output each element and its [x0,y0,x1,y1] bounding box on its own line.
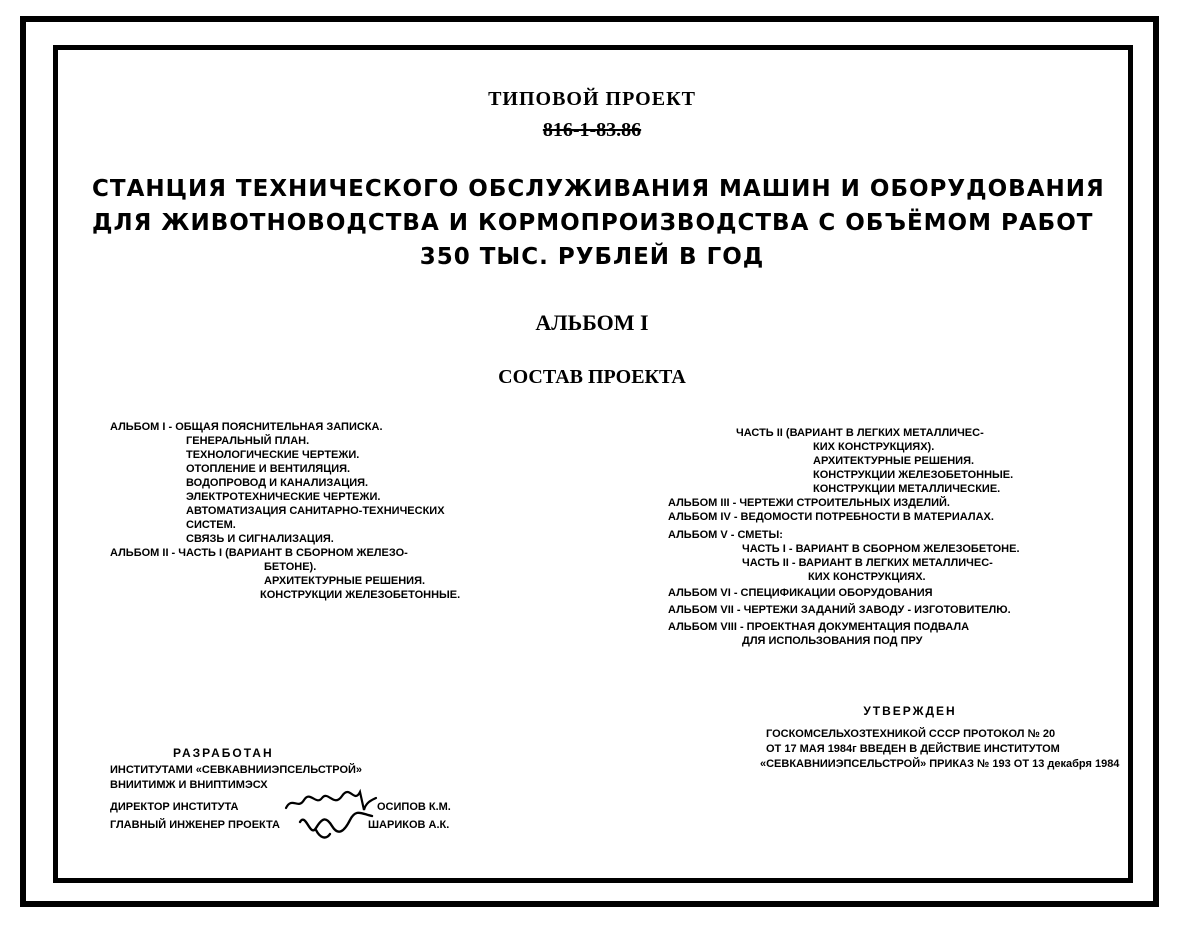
list-item: АЛЬБОМ I - ОБЩАЯ ПОЯСНИТЕЛЬНАЯ ЗАПИСКА. [110,421,383,433]
list-item: ВОДОПРОВОД И КАНАЛИЗАЦИЯ. [186,477,369,489]
list-item: АРХИТЕКТУРНЫЕ РЕШЕНИЯ. [813,455,975,467]
album-label: АЛЬБОМ I [535,310,649,335]
list-item: АРХИТЕКТУРНЫЕ РЕШЕНИЯ. [264,575,426,587]
approved-line: ОТ 17 МАЯ 1984г ВВЕДЕН В ДЕЙСТВИЕ ИНСТИТУТОМ [766,743,1060,755]
approved-heading: УТВЕРЖДЕН [863,704,957,718]
list-item: АЛЬБОМ IV - ВЕДОМОСТИ ПОТРЕБНОСТИ В МАТЕРИАЛАХ. [668,511,994,523]
director-name: ОСИПОВ К.М. [377,801,451,813]
list-item: АЛЬБОМ V - СМЕТЫ: [668,529,783,541]
director-label: ДИРЕКТОР ИНСТИТУТА [110,801,239,813]
list-item: АЛЬБОМ III - ЧЕРТЕЖИ СТРОИТЕЛЬНЫХ ИЗДЕЛИЙ. [668,497,950,509]
project-kind: ТИПОВОЙ ПРОЕКТ [488,88,696,110]
list-item: ОТОПЛЕНИЕ И ВЕНТИЛЯЦИЯ. [186,463,351,475]
title-line-2: ДЛЯ ЖИВОТНОВОДСТВА И КОРМОПРОИЗВОДСТВА С ОБЪЁМОМ РАБОТ [92,210,1094,236]
list-item: ДЛЯ ИСПОЛЬЗОВАНИЯ ПОД ПРУ [742,635,923,647]
chief-label: ГЛАВНЫЙ ИНЖЕНЕР ПРОЕКТА [110,819,280,831]
title-line-3: 350 ТЫС. РУБЛЕЙ В ГОД [419,244,765,270]
list-item: ЧАСТЬ II (ВАРИАНТ В ЛЕГКИХ МЕТАЛЛИЧЕС- [736,427,984,439]
list-item: АЛЬБОМ VI - СПЕЦИФИКАЦИИ ОБОРУДОВАНИЯ [668,587,933,599]
list-item: ТЕХНОЛОГИЧЕСКИЕ ЧЕРТЕЖИ. [186,449,360,461]
list-item: КИХ КОНСТРУКЦИЯХ). [813,441,935,453]
title-line-1: СТАНЦИЯ ТЕХНИЧЕСКОГО ОБСЛУЖИВАНИЯ МАШИН И ОБОРУДОВАНИЯ [92,176,1105,202]
approved-block [760,727,1119,772]
list-item: АЛЬБОМ II - ЧАСТЬ I (ВАРИАНТ В СБОРНОМ ЖЕЛЕЗО- [110,547,408,559]
list-item: КОНСТРУКЦИИ ЖЕЛЕЗОБЕТОННЫЕ. [260,589,461,601]
list-item: ЧАСТЬ II - ВАРИАНТ В ЛЕГКИХ МЕТАЛЛИЧЕС- [742,557,993,569]
list-item: СИСТЕМ. [186,519,236,531]
project-number: 816-1-83.86 [542,119,642,141]
section-heading: СОСТАВ ПРОЕКТА [498,366,686,388]
list-item: АВТОМАТИЗАЦИЯ САНИТАРНО-ТЕХНИЧЕСКИХ [186,505,445,517]
developed-line: ИНСТИТУТАМИ «СЕВКАВНИИЭПСЕЛЬСТРОЙ» [110,764,363,776]
list-item: КОНСТРУКЦИИ ЖЕЛЕЗОБЕТОННЫЕ. [813,469,1014,481]
list-item: СВЯЗЬ И СИГНАЛИЗАЦИЯ. [186,533,334,545]
developed-line: ВНИИТИМЖ И ВНИПТИМЭСХ [110,779,268,791]
list-item: ЭЛЕКТРОТЕХНИЧЕСКИЕ ЧЕРТЕЖИ. [186,491,381,503]
approved-line: ГОСКОМСЕЛЬХОЗТЕХНИКОЙ СССР ПРОТОКОЛ № 20 [766,728,1056,740]
list-item: ГЕНЕРАЛЬНЫЙ ПЛАН. [186,435,310,447]
list-item: БЕТОНЕ). [264,561,317,573]
right-list [668,426,1020,648]
approved-line: «СЕВКАВНИИЭПСЕЛЬСТРОЙ» ПРИКАЗ № 193 ОТ 13 декабря 1984 [760,758,1120,770]
list-item: КОНСТРУКЦИИ МЕТАЛЛИЧЕСКИЕ. [813,483,1001,495]
list-item: КИХ КОНСТРУКЦИЯХ. [808,571,926,583]
list-item: ЧАСТЬ I - ВАРИАНТ В СБОРНОМ ЖЕЛЕЗОБЕТОНЕ. [742,543,1020,555]
list-item: АЛЬБОМ VIII - ПРОЕКТНАЯ ДОКУМЕНТАЦИЯ ПОДВАЛА [668,621,970,633]
list-item: АЛЬБОМ VII - ЧЕРТЕЖИ ЗАДАНИЙ ЗАВОДУ - ИЗГОТОВИТЕЛЮ. [668,604,1011,616]
chief-name: ШАРИКОВ А.К. [368,819,450,831]
left-list [110,420,460,602]
chief-signature [296,808,376,842]
developed-heading: РАЗРАБОТАН [173,746,274,760]
